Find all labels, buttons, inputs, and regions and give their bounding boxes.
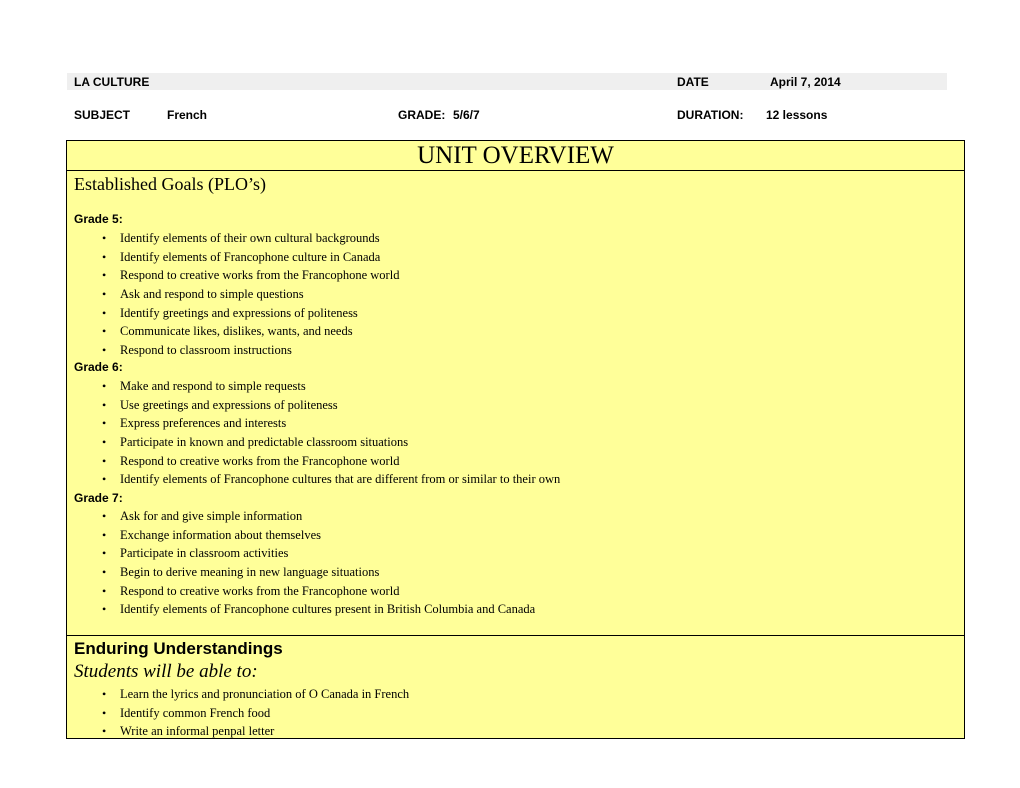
- list-item: • Identify elements of their own cultural backgrounds: [67, 229, 399, 248]
- established-goals-title: Established Goals (PLO’s): [74, 174, 266, 194]
- list-item: • Identify common French food: [67, 704, 409, 723]
- list-item: • Respond to creative works from the Francophone world: [67, 582, 535, 601]
- list-item: • Communicate likes, dislikes, wants, and needs: [67, 322, 399, 341]
- unit-overview-box: [66, 140, 965, 739]
- list-item: • Participate in classroom activities: [67, 544, 535, 563]
- grade-7-goals-list: [67, 507, 535, 619]
- understandings-list: [67, 685, 409, 741]
- date-value: April 7, 2014: [770, 75, 841, 89]
- list-item: • Learn the lyrics and pronunciation of O Canada in French: [67, 685, 409, 704]
- title-divider: [67, 170, 964, 171]
- list-item: • Respond to classroom instructions: [67, 341, 399, 360]
- enduring-understandings-title: Enduring Understandings: [74, 639, 283, 658]
- grade-6-goals-list: [67, 377, 560, 489]
- list-item: • Ask and respond to simple questions: [67, 285, 399, 304]
- list-item: • Use greetings and expressions of politeness: [67, 396, 560, 415]
- list-item: • Identify elements of Francophone culture in Canada: [67, 248, 399, 267]
- unit-name: LA CULTURE: [74, 75, 150, 89]
- list-item: • Respond to creative works from the Francophone world: [67, 266, 399, 285]
- list-item: • Make and respond to simple requests: [67, 377, 560, 396]
- grade-value: 5/6/7: [453, 108, 480, 122]
- list-item: • Identify elements of Francophone cultures that are different from or similar to their own: [67, 470, 560, 489]
- grade-5-goals-list: [67, 229, 399, 360]
- subject-value: French: [167, 108, 208, 122]
- section-divider: [67, 635, 964, 636]
- students-will-be-able-to-label: Students will be able to:: [74, 661, 258, 682]
- grade-label: GRADE:: [398, 108, 446, 122]
- date-label: DATE: [677, 75, 709, 89]
- grade-7-label: Grade 7:: [74, 491, 123, 505]
- list-item: • Identify elements of Francophone cultures present in British Columbia and Canada: [67, 600, 535, 619]
- list-item: • Express preferences and interests: [67, 414, 560, 433]
- unit-overview-title: UNIT OVERVIEW: [417, 142, 614, 169]
- grade-6-label: Grade 6:: [74, 360, 123, 374]
- subject-label: SUBJECT: [74, 108, 131, 122]
- duration-label: DURATION:: [677, 108, 744, 122]
- list-item: • Respond to creative works from the Francophone world: [67, 452, 560, 471]
- list-item: • Write an informal penpal letter: [67, 722, 409, 741]
- grade-5-label: Grade 5:: [74, 212, 123, 226]
- list-item: • Participate in known and predictable classroom situations: [67, 433, 560, 452]
- list-item: • Exchange information about themselves: [67, 526, 535, 545]
- list-item: • Ask for and give simple information: [67, 507, 535, 526]
- list-item: • Begin to derive meaning in new language situations: [67, 563, 535, 582]
- list-item: • Identify greetings and expressions of politeness: [67, 304, 399, 323]
- duration-value: 12 lessons: [766, 108, 828, 122]
